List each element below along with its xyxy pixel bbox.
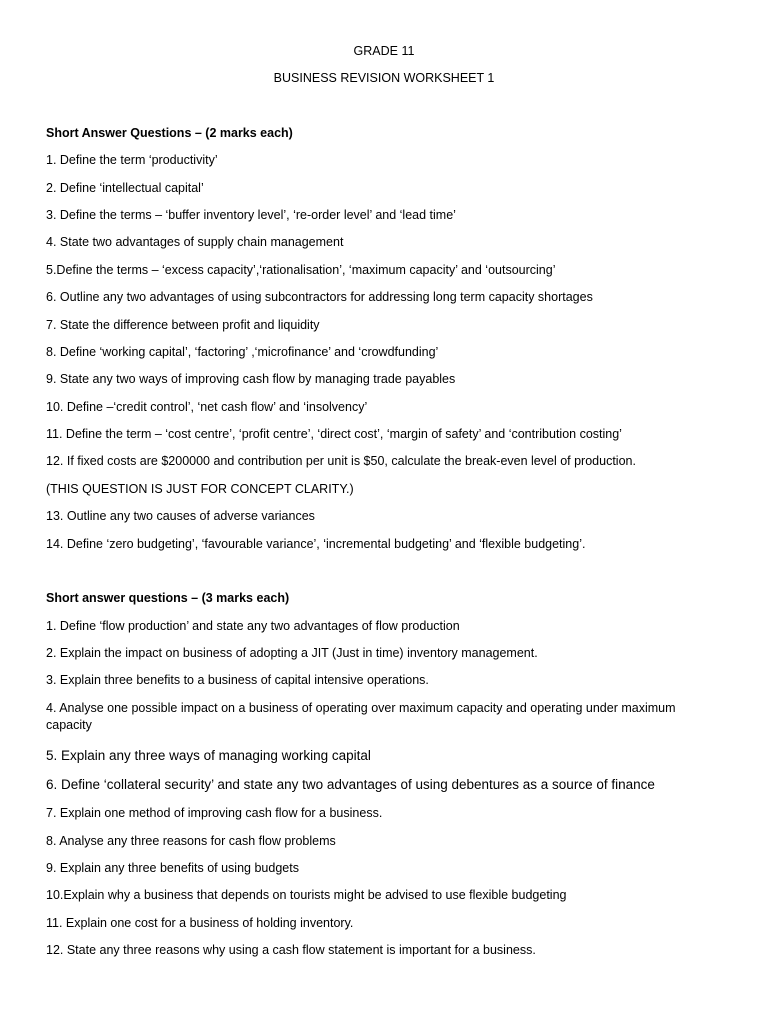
section2-question: 6. Define ‘collateral security’ and state any two advantages of using debentures as a source of finance: [46, 777, 655, 792]
section1-question: 4. State two advantages of supply chain management: [46, 235, 344, 249]
section1-question: 2. Define ‘intellectual capital’: [46, 181, 204, 195]
section1-question: 14. Define ‘zero budgeting’, ‘favourable variance’, ‘incremental budgeting’ and ‘flexible budgeting’.: [46, 537, 586, 551]
section1-heading: Short Answer Questions – (2 marks each): [46, 126, 293, 140]
section2-question: 2. Explain the impact on business of adopting a JIT (Just in time) inventory management.: [46, 646, 538, 660]
worksheet-title: BUSINESS REVISION WORKSHEET 1: [273, 71, 495, 85]
section1-question: 11. Define the term – ‘cost centre’, ‘profit centre’, ‘direct cost’, ‘margin of safety’ and ‘contribution costing’: [46, 427, 622, 441]
section1-question: 5.Define the terms – ‘excess capacity’,‘rationalisation’, ‘maximum capacity’ and ‘outsourcing’: [46, 263, 556, 277]
section2-question: 9. Explain any three benefits of using budgets: [46, 861, 299, 875]
section1-question: 13. Outline any two causes of adverse variances: [46, 509, 315, 523]
section2-question: 7. Explain one method of improving cash flow for a business.: [46, 806, 383, 820]
section2-question: 5. Explain any three ways of managing working capital: [46, 748, 371, 763]
section1-question: 1. Define the term ‘productivity’: [46, 153, 218, 167]
section2-heading: Short answer questions – (3 marks each): [46, 591, 290, 605]
section1-question: 3. Define the terms – ‘buffer inventory level’, ‘re-order level’ and ‘lead time’: [46, 208, 456, 222]
section1-note: (THIS QUESTION IS JUST FOR CONCEPT CLARITY.): [46, 482, 354, 496]
section1-question: 10. Define –‘credit control’, ‘net cash flow’ and ‘insolvency’: [46, 400, 368, 414]
section2-question: 3. Explain three benefits to a business of capital intensive operations.: [46, 673, 429, 687]
section1-question: 12. If fixed costs are $200000 and contribution per unit is $50, calculate the break-even level of production.: [46, 454, 636, 468]
section2-question: 10.Explain why a business that depends on tourists might be advised to use flexible budgeting: [46, 888, 567, 902]
section1-question: 6. Outline any two advantages of using subcontractors for addressing long term capacity shortages: [46, 290, 593, 304]
section2-question: 8. Analyse any three reasons for cash flow problems: [46, 834, 336, 848]
section2-question: 4. Analyse one possible impact on a business of operating over maximum capacity and operating under maximum capacity: [46, 701, 676, 732]
section1-question: 9. State any two ways of improving cash flow by managing trade payables: [46, 372, 456, 386]
section2-question: 11. Explain one cost for a business of holding inventory.: [46, 916, 354, 930]
grade-heading: GRADE 11: [353, 44, 415, 58]
section1-question: 7. State the difference between profit and liquidity: [46, 318, 320, 332]
section2-question: 1. Define ‘flow production’ and state any two advantages of flow production: [46, 619, 460, 633]
section1-question: 8. Define ‘working capital’, ‘factoring’ ,‘microfinance’ and ‘crowdfunding’: [46, 345, 439, 359]
section2-question: 12. State any three reasons why using a cash flow statement is important for a business.: [46, 943, 536, 957]
